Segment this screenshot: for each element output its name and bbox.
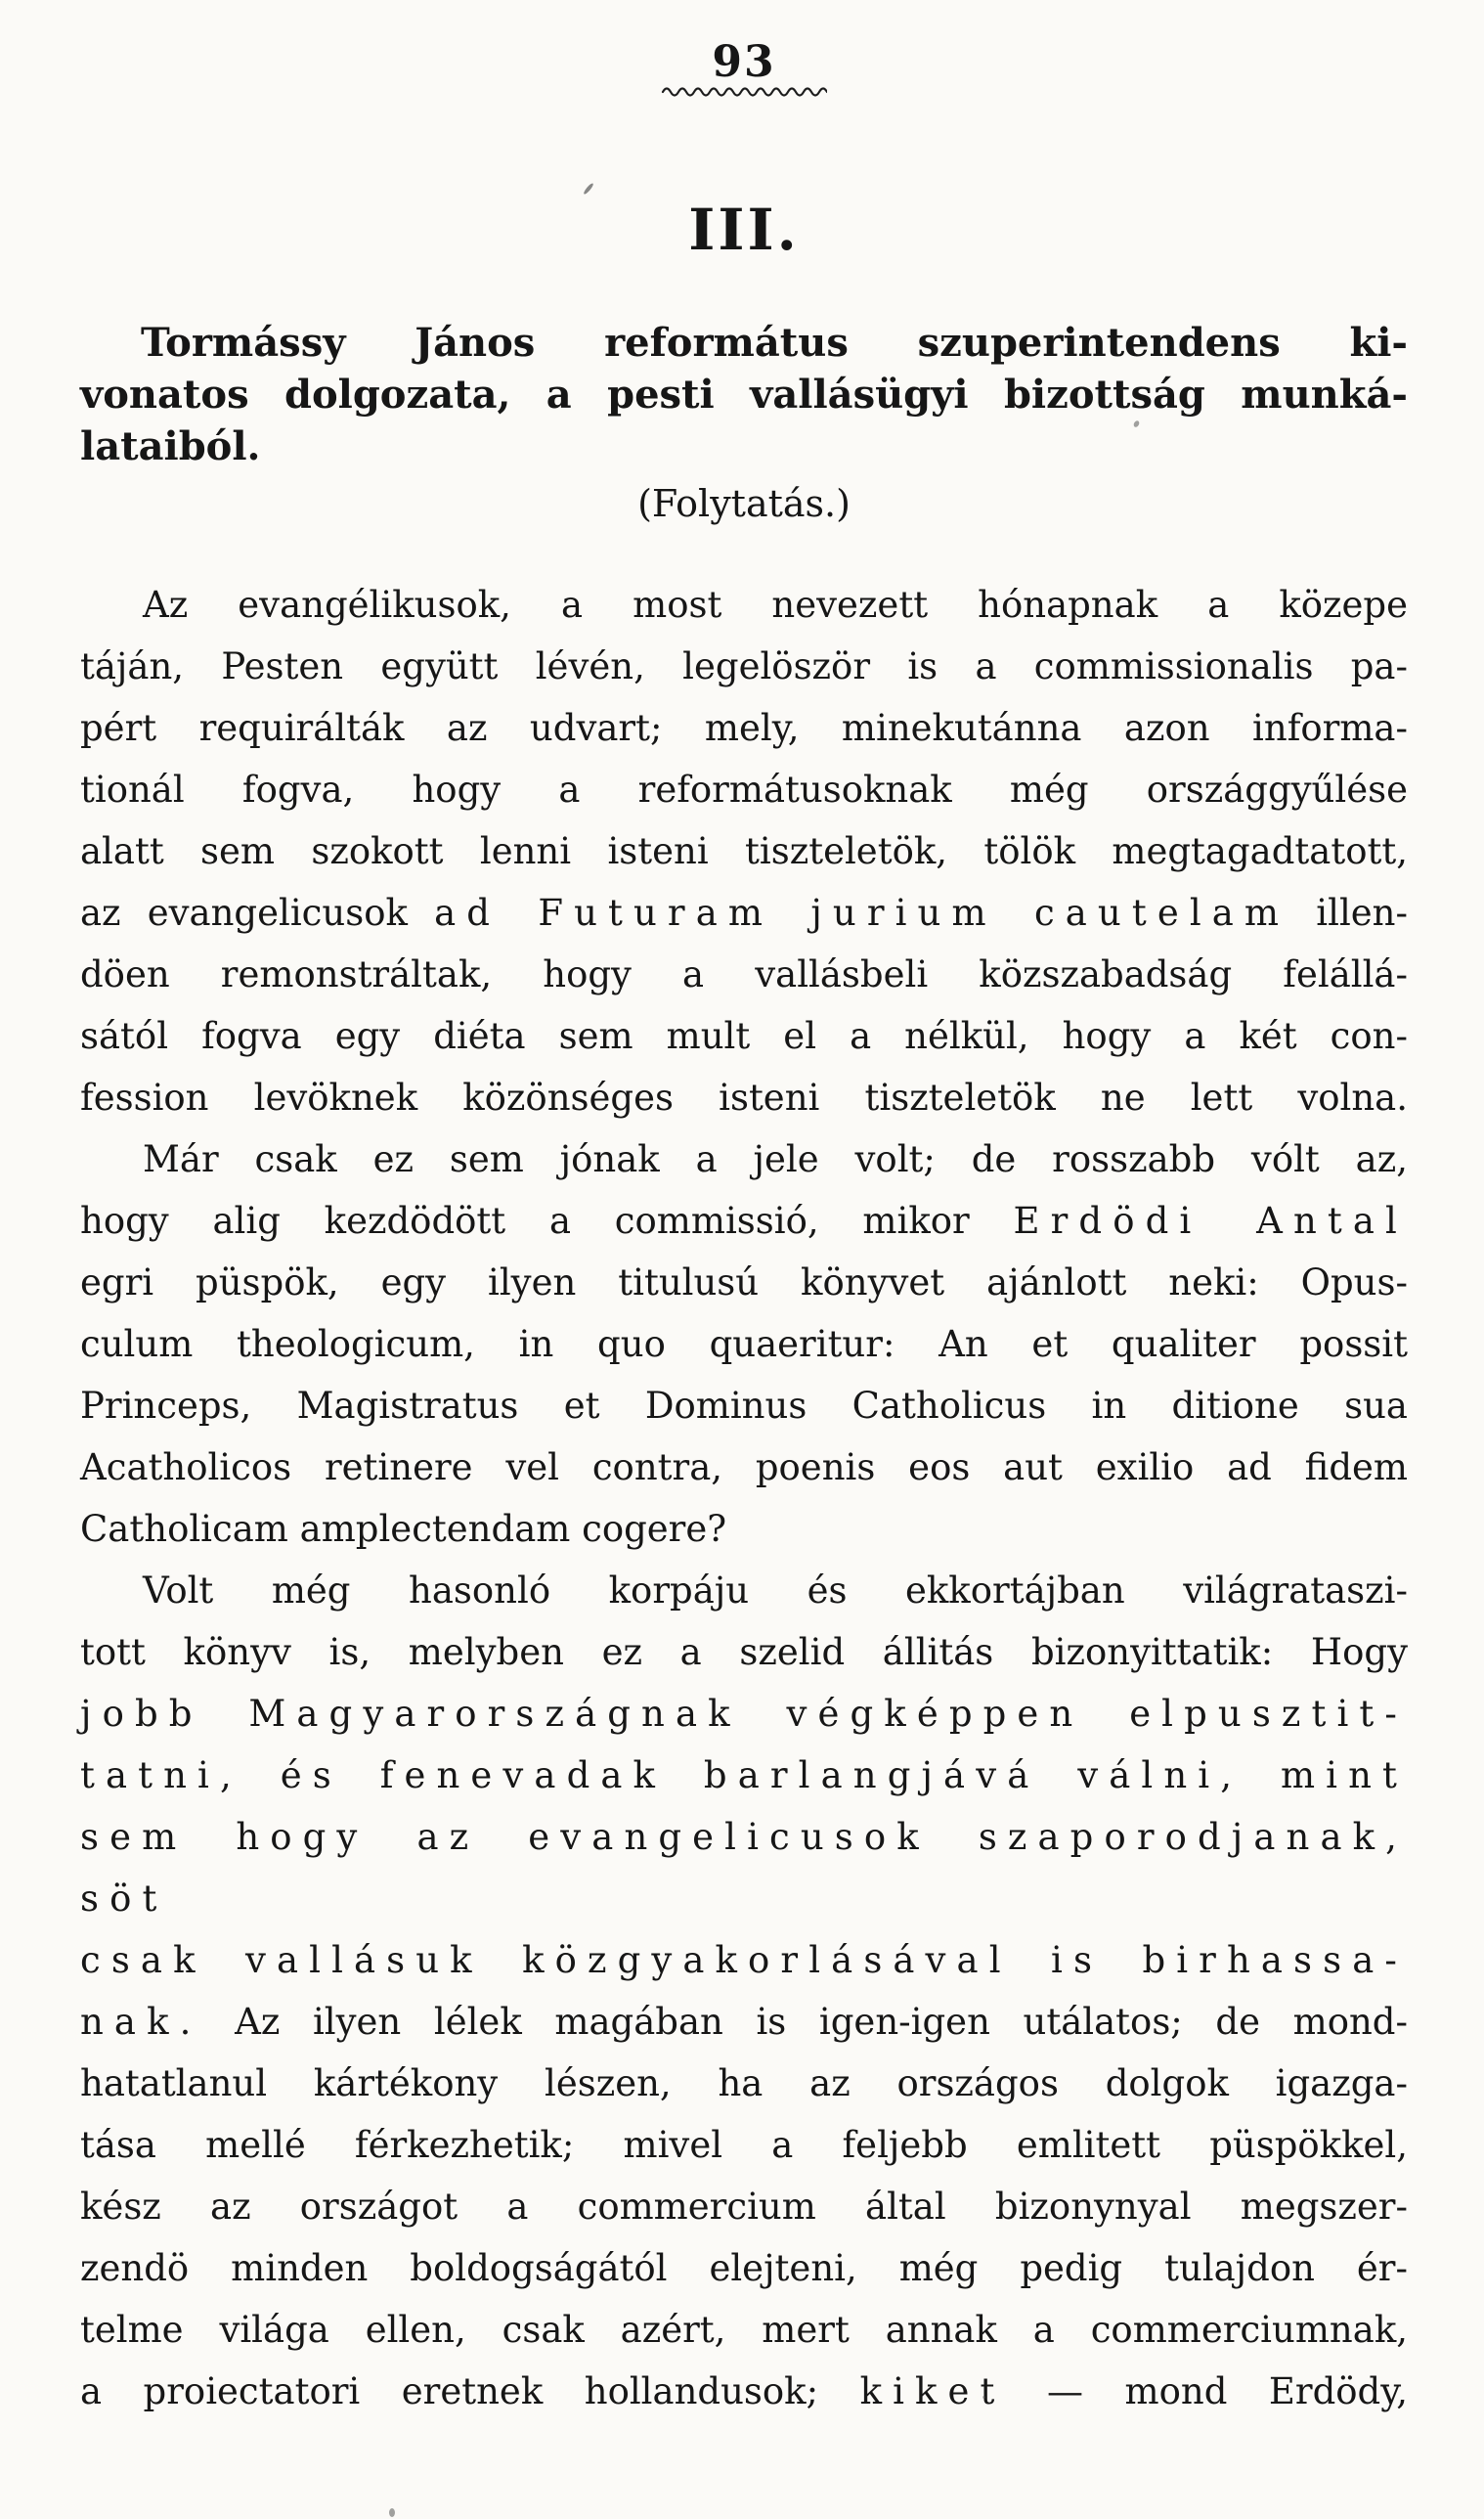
text-segment: lataiból. <box>80 423 261 470</box>
text-segment: Acatholicos retinere vel contra, poenis eos aut exilio ad fidem <box>80 1445 1408 1488</box>
page-number: 93 <box>712 37 776 87</box>
text-line <box>80 2299 1408 2361</box>
text-line <box>80 820 1408 882</box>
text-segment: vonatos dolgozata, a pesti vallásügyi bizottság munká- <box>80 372 1408 419</box>
text-segment: a proiectatori eretnek hollandusok; <box>80 2369 860 2412</box>
emphasized-text-segment: nak. <box>80 2000 202 2043</box>
text-segment: az evangelicusok <box>80 891 435 934</box>
text-segment: tott könyv is, melyben ez a szelid állitás bizonyittatik: Hogy <box>80 1630 1408 1673</box>
emphasized-text-segment: ad Futuram jurium cautelam <box>434 891 1290 934</box>
emphasized-text-segment: kiket <box>859 2369 1006 2412</box>
emphasized-text-segment: jobb Magyarországnak végképpen elpusztit- <box>80 1692 1408 1735</box>
text-line <box>80 1806 1408 1929</box>
text-segment: sától fogva egy diéta sem mult el a nélkül, hogy a két con- <box>80 1014 1408 1057</box>
emphasized-text-segment: tatni, és fenevadak barlangjává válni, mint <box>80 1753 1408 1796</box>
text-line <box>80 1683 1408 1745</box>
emphasized-text-segment: csak vallásuk közgyakorlásával is birhassa- <box>80 1938 1408 1981</box>
text-line <box>80 1067 1408 1128</box>
text-segment: Volt még hasonló korpáju és ekkortájban világrataszi- <box>143 1569 1408 1612</box>
text-segment: egri püspök, egy ilyen titulusú könyvet ajánlott neki: Opus- <box>80 1260 1408 1304</box>
text-line <box>80 759 1408 820</box>
text-line <box>80 420 1408 472</box>
text-line <box>80 1190 1408 1252</box>
text-segment: hogy alig kezdödött a commissió, mikor <box>80 1199 1014 1242</box>
text-segment: pért requirálták az udvart; mely, minekutánna azon informa- <box>80 706 1408 749</box>
text-segment: táján, Pesten együtt lévén, legelöször is a commissionalis pa- <box>80 644 1408 687</box>
section-heading: III. <box>688 197 800 264</box>
text-line <box>80 2114 1408 2176</box>
emphasized-text-segment: Erdödi Antal <box>1013 1199 1408 1242</box>
text-segment: Catholicam amplectendam cogere? <box>80 1507 727 1550</box>
text-line <box>80 574 1408 636</box>
text-segment: kész az országot a commercium által bizonynyal megszer- <box>80 2185 1408 2228</box>
text-line <box>80 697 1408 759</box>
text-line <box>80 369 1408 420</box>
article-title <box>80 317 1408 472</box>
body-text <box>80 574 1408 2422</box>
text-segment: illen- <box>1289 891 1409 934</box>
text-segment: Tormássy János református szuperintendens ki- <box>141 320 1408 367</box>
text-line <box>80 1375 1408 1436</box>
text-segment: döen remonstráltak, hogy a vallásbeli közszabadság felállá- <box>80 952 1408 995</box>
text-line <box>80 1560 1408 1621</box>
emphasized-text-segment: sem hogy az evangelicusok szaporodjanak, söt <box>80 1815 1408 1920</box>
text-line <box>80 2053 1408 2114</box>
text-line <box>80 2361 1408 2422</box>
text-line <box>80 1313 1408 1375</box>
text-segment: — mond Erdödy, <box>1005 2369 1408 2412</box>
text-line <box>80 1005 1408 1067</box>
text-line <box>80 1252 1408 1313</box>
text-segment: Már csak ez sem jónak a jele volt; de rosszabb vólt az, <box>143 1137 1408 1180</box>
scan-speck <box>982 2396 985 2399</box>
scan-speck <box>389 2508 395 2517</box>
text-line <box>80 1128 1408 1190</box>
text-line <box>80 1498 1408 1560</box>
text-line <box>80 1436 1408 1498</box>
text-segment: Az ilyen lélek magában is igen-igen utálatos; de mond- <box>201 2000 1408 2043</box>
text-segment: tionál fogva, hogy a reformátusoknak még országgyűlése <box>80 768 1408 811</box>
text-segment: Az evangélikusok, a most nevezett hónapnak a közepe <box>143 583 1408 626</box>
text-segment: zendö minden boldogságától elejteni, még pedig tulajdon ér- <box>80 2246 1408 2289</box>
text-line <box>80 882 1408 944</box>
text-segment: culum theologicum, in quo quaeritur: An et qualiter possit <box>80 1322 1408 1365</box>
text-line <box>80 944 1408 1005</box>
text-segment: hatatlanul kártékony lészen, ha az országos dolgok igazga- <box>80 2061 1408 2104</box>
text-line <box>80 1929 1408 1991</box>
text-segment: alatt sem szokott lenni isteni tiszteletök, tölök megtagadtatott, <box>80 829 1408 872</box>
text-segment: Princeps, Magistratus et Dominus Catholicus in ditione sua <box>80 1384 1408 1427</box>
text-segment: telme világa ellen, csak azért, mert annak a commerciumnak, <box>80 2308 1408 2351</box>
text-line <box>80 2176 1408 2237</box>
text-line <box>80 1621 1408 1683</box>
text-segment: tása mellé férkezhetik; mivel a feljebb emlitett püspökkel, <box>80 2123 1408 2166</box>
continuation-note: (Folytatás.) <box>637 482 851 526</box>
text-line <box>80 1991 1408 2053</box>
text-line <box>80 1745 1408 1806</box>
text-segment: fession levöknek közönséges isteni tiszteletök ne lett volna. <box>80 1076 1408 1119</box>
text-line <box>80 317 1408 369</box>
text-line <box>80 636 1408 697</box>
text-line <box>80 2237 1408 2299</box>
